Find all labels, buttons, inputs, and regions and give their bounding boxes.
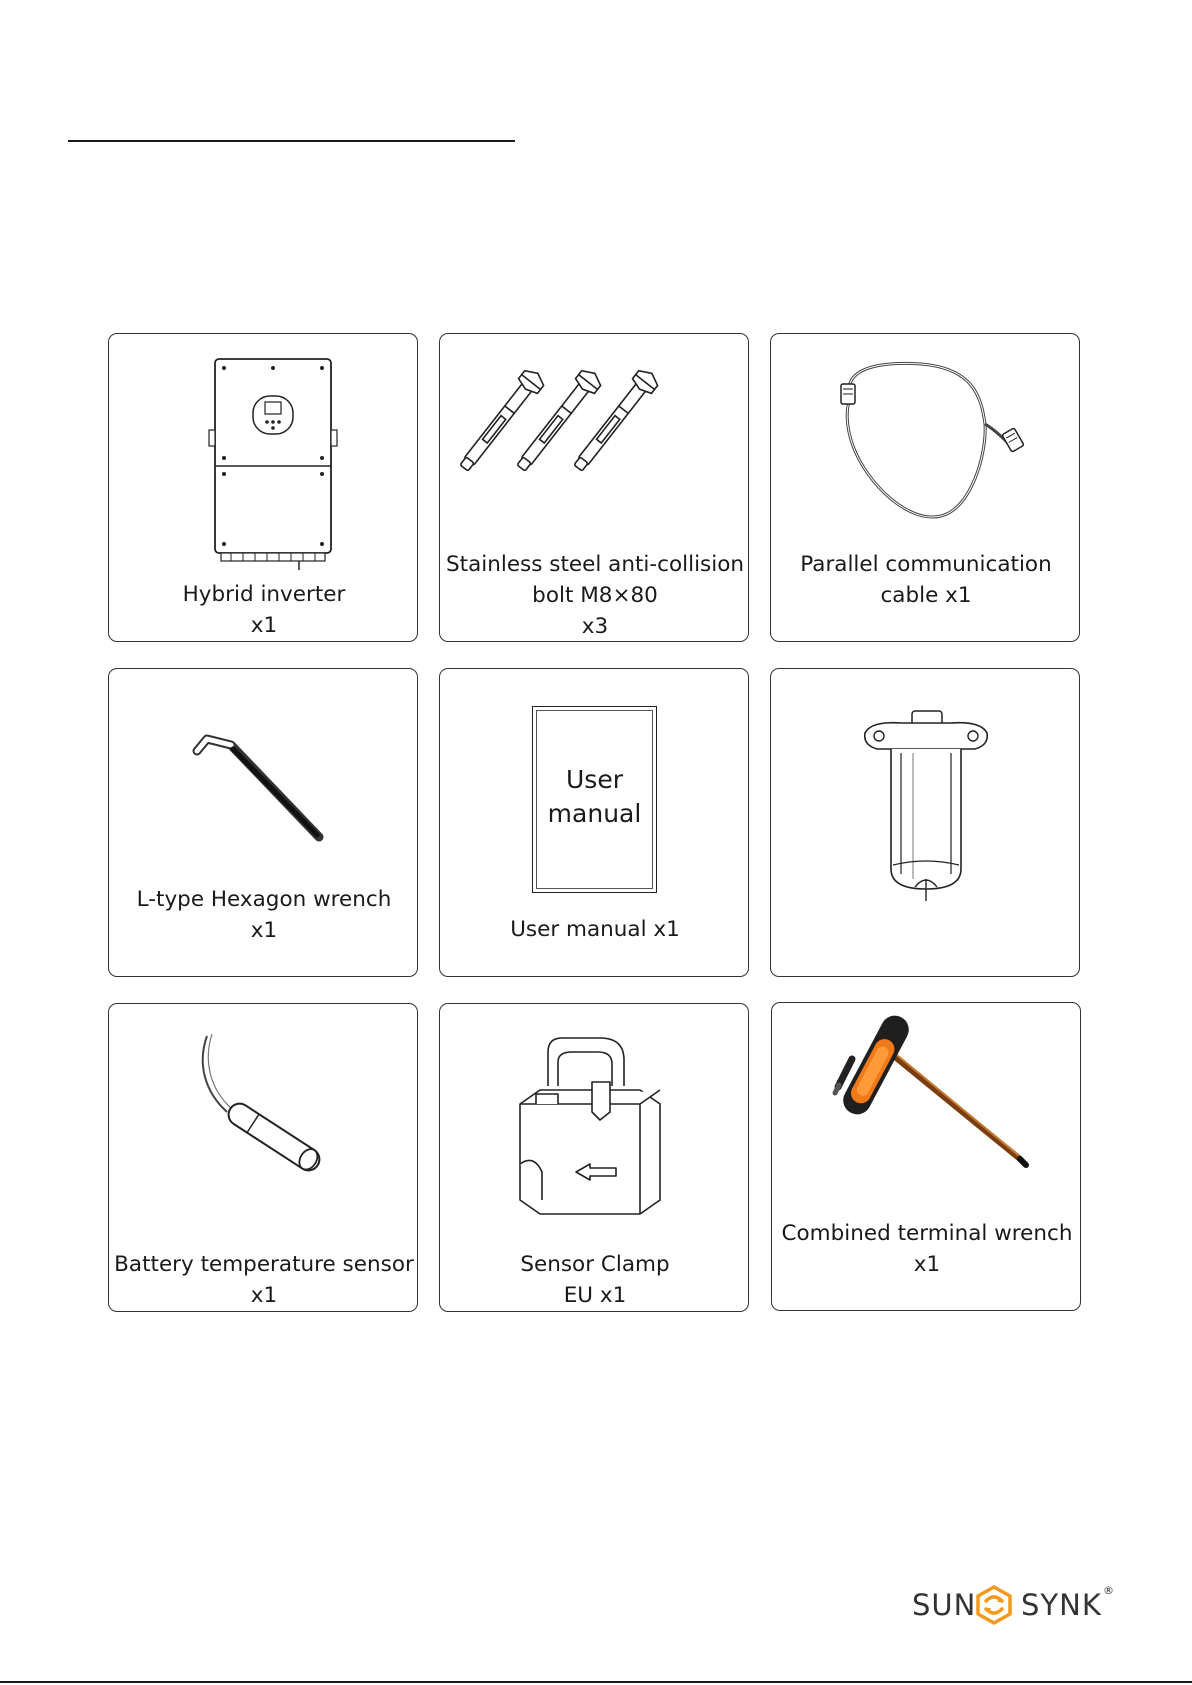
card-user-manual (439, 668, 749, 977)
item-caption: Parallel communication cable x1 (800, 552, 1052, 608)
registered-mark: ® (1103, 1584, 1114, 1597)
card-hybrid-inverter (108, 333, 418, 642)
sunsynk-logo (912, 1582, 1112, 1628)
card-sensor-clamp (439, 1003, 749, 1312)
terminal-wrench-image (772, 1003, 1082, 1243)
bolts-image (440, 334, 750, 574)
manual-cover-title: User manual (547, 765, 642, 828)
item-caption: User manual x1 (510, 917, 680, 942)
card-anti-collision-bolt (439, 333, 749, 642)
heading-underline (68, 140, 515, 142)
item-caption: Stainless steel anti-collision bolt M8×80 x3 (446, 552, 744, 639)
hexagon-wrench-image (109, 669, 419, 909)
item-caption: L-type Hexagon wrench x1 (136, 887, 392, 943)
sensor-clamp-image (440, 1004, 750, 1244)
card-wifi-plug (770, 668, 1080, 977)
hybrid-inverter-image (109, 334, 419, 574)
item-caption: Combined terminal wrench x1 (781, 1221, 1073, 1277)
item-caption: Sensor Clamp EU x1 (520, 1252, 670, 1308)
sunsynk-emblem-icon (974, 1585, 1014, 1625)
card-parallel-cable (770, 333, 1080, 642)
card-battery-temp-sensor (108, 1003, 418, 1312)
brand-left-word: SUN (912, 1588, 977, 1622)
brand-right-word: SYNK (1021, 1588, 1102, 1622)
cable-image (771, 334, 1081, 574)
footer-rule (0, 1681, 1192, 1683)
temperature-sensor-image (109, 1004, 419, 1244)
wifi-plug-image (771, 669, 1081, 909)
card-terminal-wrench (771, 1002, 1081, 1311)
card-hexagon-wrench (108, 668, 418, 977)
manual-cover (532, 706, 657, 893)
item-caption: Battery temperature sensor x1 (114, 1252, 414, 1308)
item-caption: Hybrid inverter x1 (182, 582, 346, 638)
